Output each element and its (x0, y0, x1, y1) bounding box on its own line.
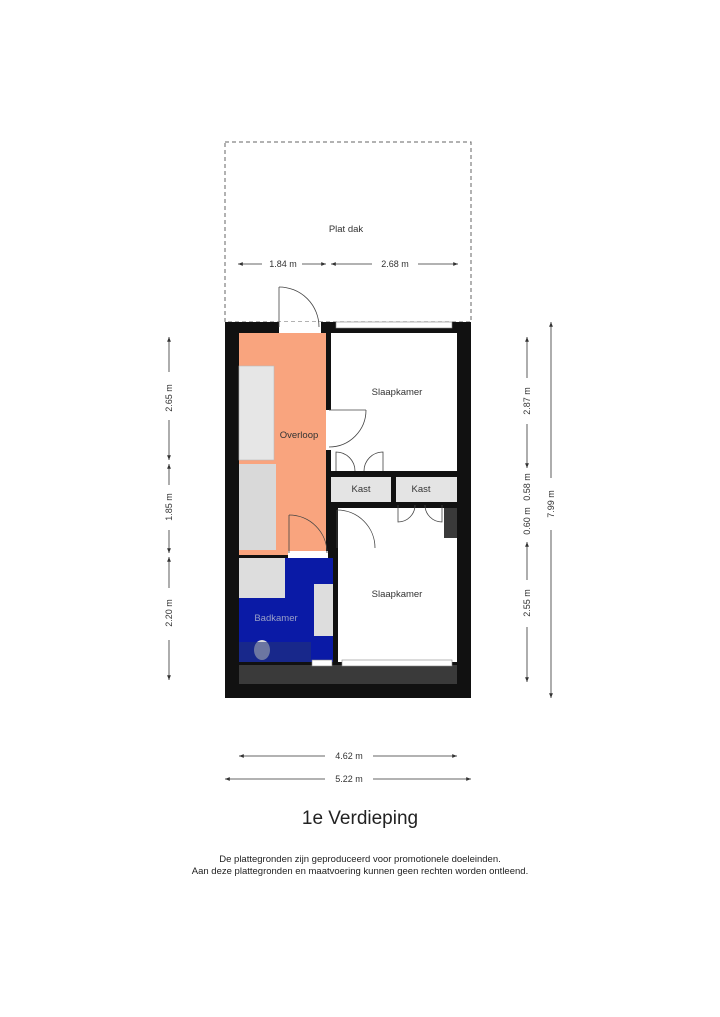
room-slaapkamer-bottom (338, 508, 457, 662)
room-label-badkamer: Badkamer (254, 613, 298, 624)
svg-text:4.62 m: 4.62 m (335, 751, 363, 761)
dimension-right-mid-a: 0.58 m (522, 473, 532, 501)
dimension-width-outer (225, 774, 471, 784)
floor-title: 1e Verdieping (301, 808, 419, 829)
room-label-overloop: Overloop (279, 430, 319, 441)
svg-text:2.65 m: 2.65 m (164, 384, 174, 412)
dimension-right-total (546, 322, 556, 698)
bathtub (314, 584, 333, 636)
disclaimer-line-2: Aan deze plattegronden en maatvoering kunnen geen rechten worden ontleend. (191, 866, 529, 877)
staircase (239, 464, 276, 550)
window-bath (312, 660, 332, 666)
dimension-right-bottom (522, 542, 532, 682)
disclaimer-line-1: De plattegronden zijn geproduceerd voor promotionele doeleinden. (219, 854, 501, 865)
svg-text:2.20 m: 2.20 m (164, 599, 174, 627)
room-slaapkamer-top (331, 333, 457, 471)
svg-text:1.84 m: 1.84 m (269, 259, 297, 269)
svg-text:2.55 m: 2.55 m (522, 589, 532, 617)
dimension-left-top (164, 337, 174, 460)
radiator (444, 508, 457, 538)
bath-floor-shade (239, 642, 311, 662)
svg-text:1.85 m: 1.85 m (164, 493, 174, 521)
room-label-kast-right: Kast (411, 484, 431, 495)
svg-text:2.87 m: 2.87 m (522, 387, 532, 415)
bath-sink-area (239, 558, 285, 598)
svg-text:7.99 m: 7.99 m (546, 490, 556, 518)
room-label-slaapkamer-bottom: Slaapkamer (371, 589, 423, 600)
room-label-kast-left: Kast (351, 484, 371, 495)
cupboard-shelves (239, 366, 274, 460)
room-label-slaapkamer-top: Slaapkamer (371, 387, 423, 398)
balcony-strip (239, 665, 457, 684)
dimension-width-inner (239, 751, 457, 761)
svg-text:5.22 m: 5.22 m (335, 774, 363, 784)
window-top (336, 322, 452, 328)
flat-roof-label: Plat dak (328, 224, 364, 235)
svg-text:2.68 m: 2.68 m (381, 259, 409, 269)
dimension-right-mid-b: 0.60 m (522, 507, 532, 535)
roof-dimension-left (238, 259, 326, 269)
dimension-left-bottom (164, 557, 174, 680)
dimension-left-middle (164, 464, 174, 553)
roof-dimension-right (331, 259, 458, 269)
dimension-right-top (522, 337, 532, 468)
window-bottom (342, 660, 452, 666)
door-roof (279, 287, 321, 333)
